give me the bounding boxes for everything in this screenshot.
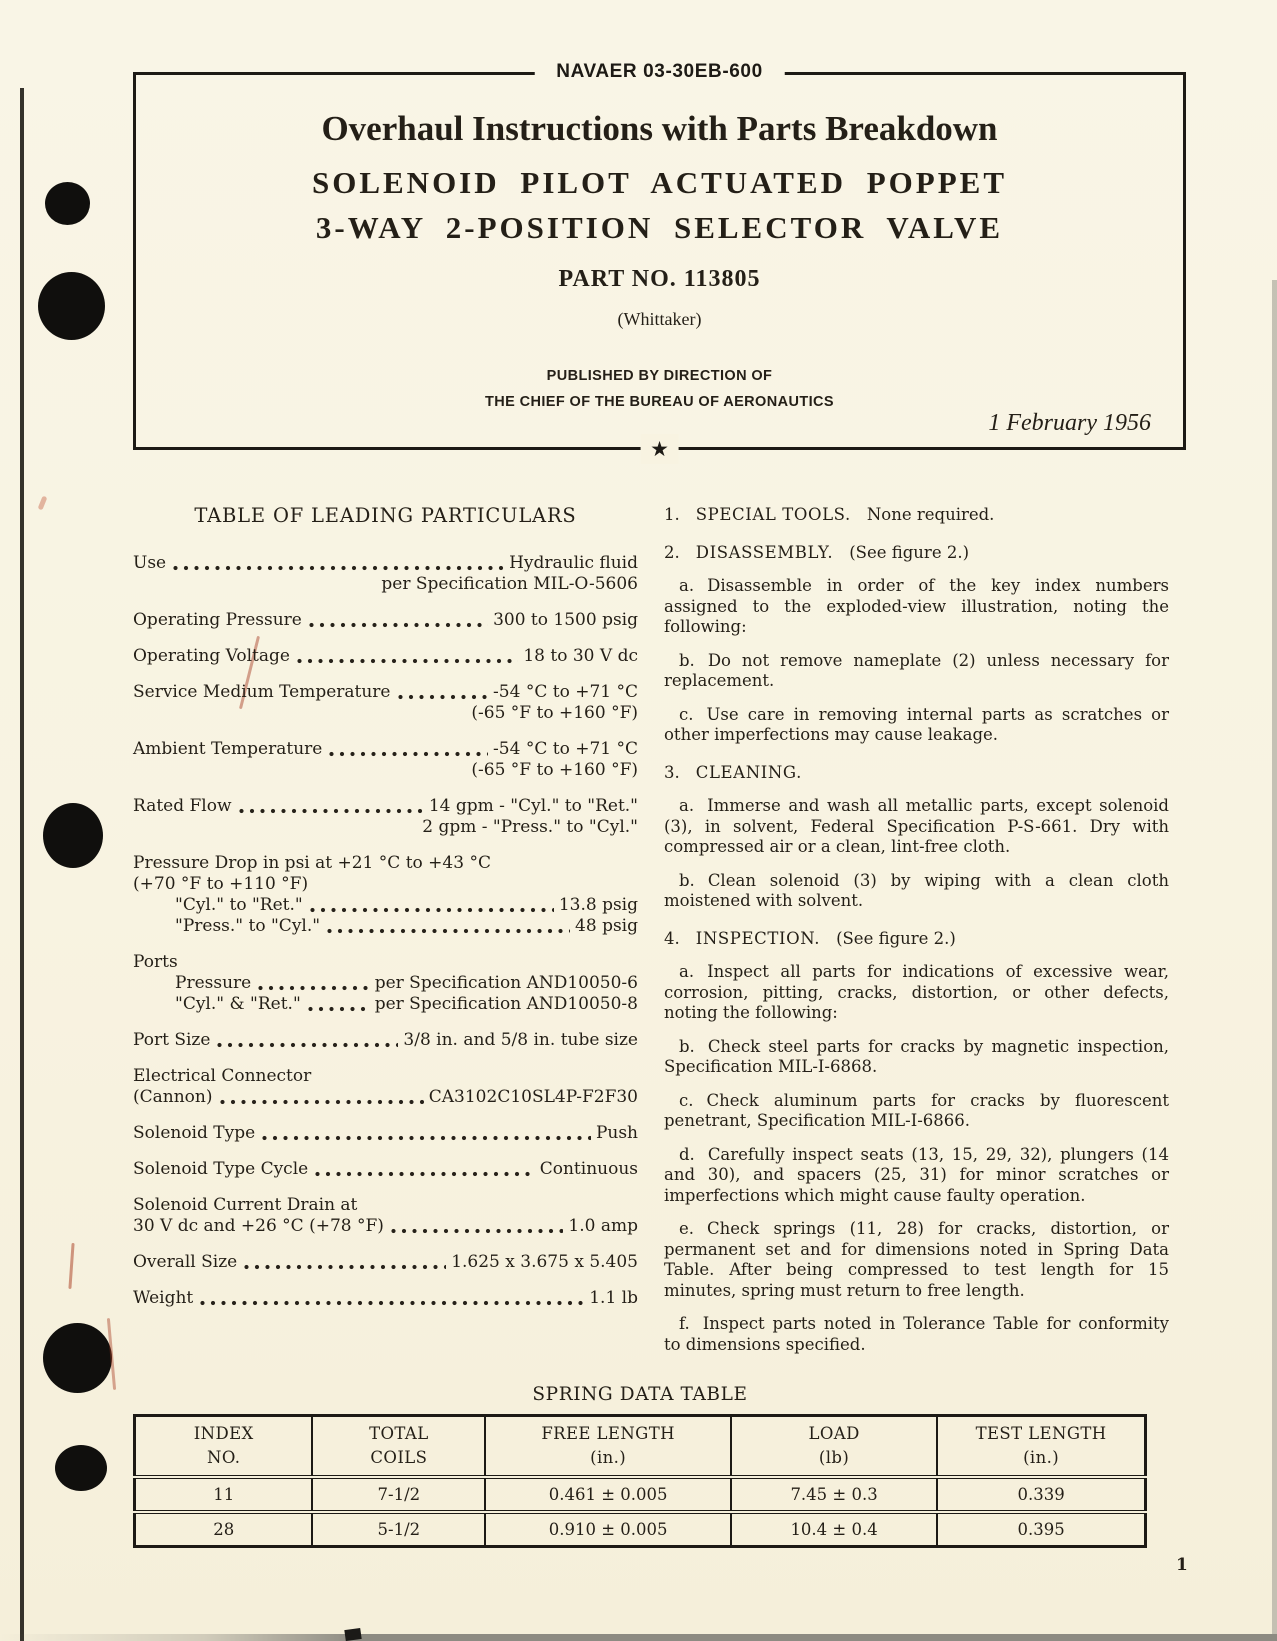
hole-punch-mark	[38, 272, 105, 340]
lp-plain-line: Solenoid Current Drain at	[133, 1195, 358, 1215]
page-edge-shadow	[20, 88, 24, 1641]
section-paragraph: c. Check aluminum parts for cracks by fluorescent penetrant, Specification MIL-I-6866.	[664, 1090, 1169, 1130]
leading-particulars-title: TABLE OF LEADING PARTICULARS	[194, 504, 577, 527]
lp-value: 13.8 psig	[558, 895, 638, 915]
scan-artifact	[38, 496, 48, 511]
equipment-title-line1: SOLENOID PILOT ACTUATED POPPET	[311, 165, 1008, 200]
section-paragraph: d. Carefully inspect seats (13, 15, 29, 32), plungers (14 and 30), and spacers (25, 31) for minor scratches or imperfections which might cause faulty operation.	[664, 1144, 1169, 1205]
lp-entry-ambient-temperature	[133, 739, 638, 781]
lp-value: 1.0 amp	[568, 1216, 638, 1236]
page-edge-shadow	[1272, 280, 1277, 1641]
lp-label: Operating Voltage	[133, 646, 290, 666]
section-paragraph: e. Check springs (11, 28) for cracks, distortion, or permanent set and for dimensions noted in Spring Data Table. After being compressed to test length for 15 minutes, spring must return to free length.	[664, 1219, 1169, 1300]
lp-plain-line: Ports	[133, 952, 178, 972]
lp-value: 18 to 30 V dc	[523, 646, 638, 666]
section-paragraph: b. Clean solenoid (3) by wiping with a clean cloth moistened with solvent.	[664, 870, 1169, 910]
lp-entry-ports	[133, 952, 638, 1015]
lp-entry-rated-flow	[133, 796, 638, 838]
table-cell: 0.461 ± 0.005	[485, 1477, 731, 1512]
table-cell: 0.395	[937, 1512, 1145, 1547]
lp-value: -54 °C to +71 °C	[493, 682, 638, 702]
lp-value: Push	[595, 1123, 638, 1143]
spring-table-title: SPRING DATA TABLE	[532, 1384, 748, 1405]
lp-entry-operating-voltage	[133, 646, 638, 667]
table-row	[135, 1477, 1146, 1512]
table-cell: 5-1/2	[312, 1512, 485, 1547]
page-number: 1	[1176, 1555, 1188, 1575]
hole-punch-mark	[43, 1323, 112, 1393]
lp-entry-overall-size	[133, 1252, 638, 1273]
lp-value: 1.1 lb	[589, 1288, 638, 1308]
scan-artifact	[344, 1628, 361, 1641]
section-paragraph: a. Disassemble in order of the key index numbers assigned to the exploded-view illustration, noting the following:	[664, 576, 1169, 636]
dot-leader	[262, 1135, 591, 1141]
scan-artifact	[68, 1243, 74, 1289]
section-paragraph: b. Check steel parts for cracks by magnetic inspection, Specification MIL-I-6868.	[664, 1036, 1169, 1076]
spring-table-header-row	[135, 1416, 1146, 1478]
dot-leader	[327, 928, 570, 934]
section-paragraph: a. Immerse and wash all metallic parts, except solenoid (3), in solvent, Federal Specification P-S-661. Dry with compressed air or a clean, lint-free cloth.	[664, 796, 1169, 856]
lp-label: Service Medium Temperature	[133, 682, 391, 702]
lp-value: CA3102C10SL4P-F2F30	[428, 1087, 638, 1107]
hole-punch-mark	[55, 1445, 107, 1491]
table-cell: 7.45 ± 0.3	[731, 1477, 937, 1512]
spring-data-section	[133, 1384, 1147, 1548]
publisher-line2: THE CHIEF OF THE BUREAU OF AERONAUTICS	[485, 394, 834, 410]
lp-label: 30 V dc and +26 °C (+78 °F)	[133, 1216, 384, 1236]
lp-label: (Cannon)	[133, 1087, 213, 1107]
spring-data-table	[133, 1414, 1147, 1548]
dot-leader	[220, 1099, 424, 1105]
hole-punch-mark	[45, 182, 90, 225]
column-header: TEST LENGTH (in.)	[937, 1416, 1145, 1478]
lp-value: -54 °C to +71 °C	[493, 739, 638, 759]
table-cell: 10.4 ± 0.4	[731, 1512, 937, 1547]
lp-label: "Cyl." & "Ret."	[175, 994, 301, 1014]
lp-label: Overall Size	[133, 1252, 238, 1272]
lp-value: 300 to 1500 psig	[493, 610, 638, 630]
dot-leader	[297, 658, 518, 664]
lp-entry-solenoid-type	[133, 1123, 638, 1144]
manufacturer: (Whittaker)	[617, 309, 702, 329]
column-header: TOTAL COILS	[312, 1416, 485, 1478]
lp-label: Solenoid Type Cycle	[133, 1159, 309, 1179]
lp-entry-pressure-drop	[133, 853, 638, 937]
body-columns	[133, 503, 1169, 1368]
equipment-title-line2: 3-WAY 2-POSITION SELECTOR VALVE	[315, 210, 1004, 245]
dot-leader	[309, 622, 488, 628]
section-heading: 1. SPECIAL TOOLS. None required.	[664, 505, 995, 524]
table-row	[135, 1512, 1146, 1547]
lp-entry-weight	[133, 1288, 638, 1309]
section-paragraph: a. Inspect all parts for indications of excessive wear, corrosion, pitting, cracks, distortion, or other defects, noting the following:	[664, 962, 1169, 1022]
lp-value: 1.625 x 3.675 x 5.405	[451, 1252, 638, 1272]
part-number: PART NO. 113805	[558, 266, 761, 292]
table-cell: 7-1/2	[312, 1477, 485, 1512]
section-paragraph: c. Use care in removing internal parts as scratches or other imperfections may cause leakage.	[664, 704, 1169, 744]
lp-continuation: (-65 °F to +160 °F)	[471, 703, 638, 723]
lp-plain-line: Electrical Connector	[133, 1066, 312, 1086]
lp-plain-line: Pressure Drop in psi at +21 °C to +43 °C	[133, 853, 491, 873]
page-edge-shadow	[0, 1634, 1277, 1641]
section-heading: 2. DISASSEMBLY. (See figure 2.)	[664, 542, 970, 562]
lp-value: Continuous	[539, 1159, 638, 1179]
section-heading: 4. INSPECTION. (See figure 2.)	[664, 928, 956, 948]
lp-value: Hydraulic fluid	[509, 553, 638, 573]
lp-value: 48 psig	[575, 916, 638, 936]
lp-label: Rated Flow	[133, 796, 232, 816]
publisher-line1: PUBLISHED BY DIRECTION OF	[546, 368, 773, 384]
lp-continuation: 2 gpm - "Press." to "Cyl."	[422, 817, 638, 837]
section-heading: 3. CLEANING.	[664, 762, 802, 782]
lp-label: Pressure	[175, 973, 252, 993]
lp-continuation: (-65 °F to +160 °F)	[471, 760, 638, 780]
column-header: FREE LENGTH (in.)	[485, 1416, 731, 1478]
lp-value: 3/8 in. and 5/8 in. tube size	[403, 1030, 638, 1050]
dot-leader	[315, 1171, 535, 1177]
lp-continuation: per Specification MIL-O-5606	[381, 574, 638, 594]
dot-leader	[398, 694, 489, 700]
title-block	[133, 61, 1186, 461]
table-cell: 0.339	[937, 1477, 1145, 1512]
dot-leader	[217, 1042, 398, 1048]
lp-label: Weight	[133, 1288, 194, 1308]
section-paragraph: f. Inspect parts noted in Tolerance Table for conformity to dimensions specified.	[664, 1314, 1169, 1354]
dot-leader	[200, 1300, 584, 1306]
dot-leader	[239, 808, 424, 814]
document-number: NAVAER 03-30EB-600	[534, 61, 785, 83]
dot-leader	[258, 985, 369, 991]
dot-leader	[391, 1228, 563, 1234]
lp-entry-service-medium-temperature	[133, 682, 638, 724]
dot-leader	[244, 1264, 446, 1270]
dot-leader	[308, 1006, 370, 1012]
lp-label: "Press." to "Cyl."	[175, 916, 321, 936]
dot-leader	[310, 907, 554, 913]
lp-entry-use	[133, 553, 638, 595]
lp-plain-line: (+70 °F to +110 °F)	[133, 874, 309, 894]
lp-entry-solenoid-current-drain	[133, 1195, 638, 1237]
lp-entry-solenoid-type-cycle	[133, 1159, 638, 1180]
table-cell: 0.910 ± 0.005	[485, 1512, 731, 1547]
lp-label: Port Size	[133, 1030, 211, 1050]
lp-entry-electrical-connector	[133, 1066, 638, 1108]
table-cell: 11	[135, 1477, 313, 1512]
column-header: INDEX NO.	[135, 1416, 313, 1478]
section-paragraph: b. Do not remove nameplate (2) unless necessary for replacement.	[664, 650, 1169, 690]
dot-leader	[329, 751, 488, 757]
publisher-statement	[136, 363, 1183, 415]
lp-entry-port-size	[133, 1030, 638, 1051]
table-cell: 28	[135, 1512, 313, 1547]
lp-value: per Specification AND10050-8	[374, 994, 638, 1014]
lp-label: Ambient Temperature	[133, 739, 323, 759]
lp-value: per Specification AND10050-6	[374, 973, 638, 993]
lp-label: "Cyl." to "Ret."	[175, 895, 303, 915]
lp-value: 14 gpm - "Cyl." to "Ret."	[428, 796, 638, 816]
lp-label: Use	[133, 553, 167, 573]
lp-entry-operating-pressure	[133, 610, 638, 631]
lp-label: Operating Pressure	[133, 610, 302, 630]
instructions-column	[664, 503, 1169, 1368]
document-title: Overhaul Instructions with Parts Breakdown	[321, 109, 998, 148]
leading-particulars	[133, 503, 638, 1368]
star-icon: ★	[640, 434, 679, 464]
lp-label: Solenoid Type	[133, 1123, 256, 1143]
dot-leader	[173, 565, 504, 571]
publication-date: 1 February 1956	[988, 410, 1151, 436]
column-header: LOAD (lb)	[731, 1416, 937, 1478]
hole-punch-mark	[43, 803, 103, 868]
